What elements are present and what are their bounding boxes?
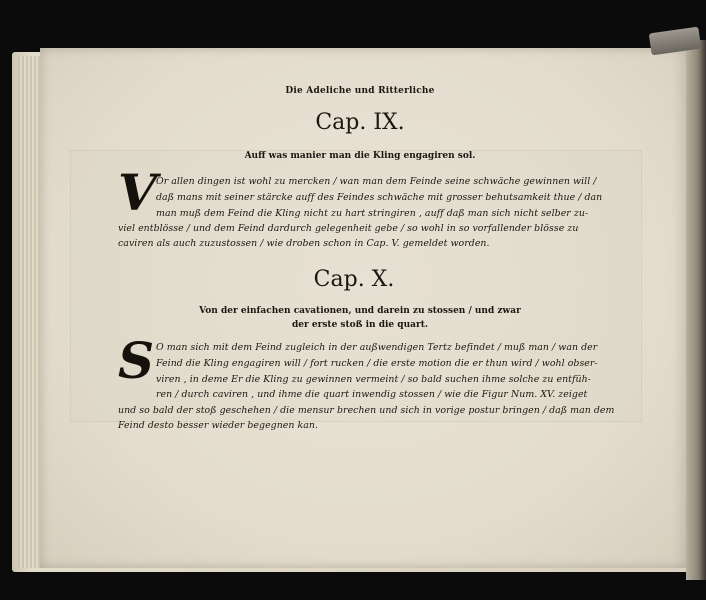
body-line: ren / durch caviren , und ihme die quart inwendig stossen / wie die Figur Num. XV. zeiget bbox=[156, 389, 588, 400]
body-line: viren , in deme Er die Kling zu gewinnen vermeint / so bald suchen ihme solche zu entfüh- bbox=[156, 374, 591, 385]
body-line: Feind desto besser wieder begegnen kan. bbox=[118, 420, 319, 431]
facing-page-edge bbox=[686, 40, 706, 580]
chapter-subtitle bbox=[120, 304, 600, 332]
running-head: Die Adeliche und Ritterliche bbox=[285, 86, 435, 96]
drop-cap-initial: S bbox=[118, 331, 155, 390]
chapter-subtitle-line: der erste stoß in die quart. bbox=[291, 320, 428, 330]
body-line: man muß dem Feind die Kling nicht zu hart stringiren , auff daß man sich nicht selber zu- bbox=[156, 208, 589, 219]
chapter-title: Cap. IX. bbox=[315, 110, 405, 135]
body-line: O man sich mit dem Feind zugleich in der außwendigen Tertz befindet / muß man / wan der bbox=[156, 342, 598, 353]
body-line: und so bald der stoß geschehen / die mensur brechen und sich in vorige postur bringen / daß man dem bbox=[118, 405, 615, 416]
body-line: viel entblösse / und dem Feind dardurch gelegenheit gebe / so wohl in so vorfallender blösse zu bbox=[118, 223, 579, 234]
body-line: caviren als auch zuzustossen / wie droben schon in Cap. V. gemeldet worden. bbox=[118, 238, 490, 249]
chapter-subtitle: Auff was manier man die Kling engagiren sol. bbox=[244, 151, 476, 161]
body-line: Or allen dingen ist wohl zu mercken / wan man dem Feinde seine schwäche gewinnen will / bbox=[156, 176, 597, 187]
body-line: daß mans mit seiner stärcke auff des Feindes schwäche mit grosser behutsamkeit thue / dan bbox=[156, 192, 603, 203]
chapter-subtitle-line: Von der einfachen cavationen, und darein zu stossen / und zwar bbox=[199, 306, 521, 316]
body-line: Feind die Kling engagiren will / fort rucken / die erste motion die er thun wird / wohl obser- bbox=[156, 358, 598, 369]
chapter-title: Cap. X. bbox=[313, 267, 395, 292]
drop-cap-initial: V bbox=[118, 163, 157, 222]
